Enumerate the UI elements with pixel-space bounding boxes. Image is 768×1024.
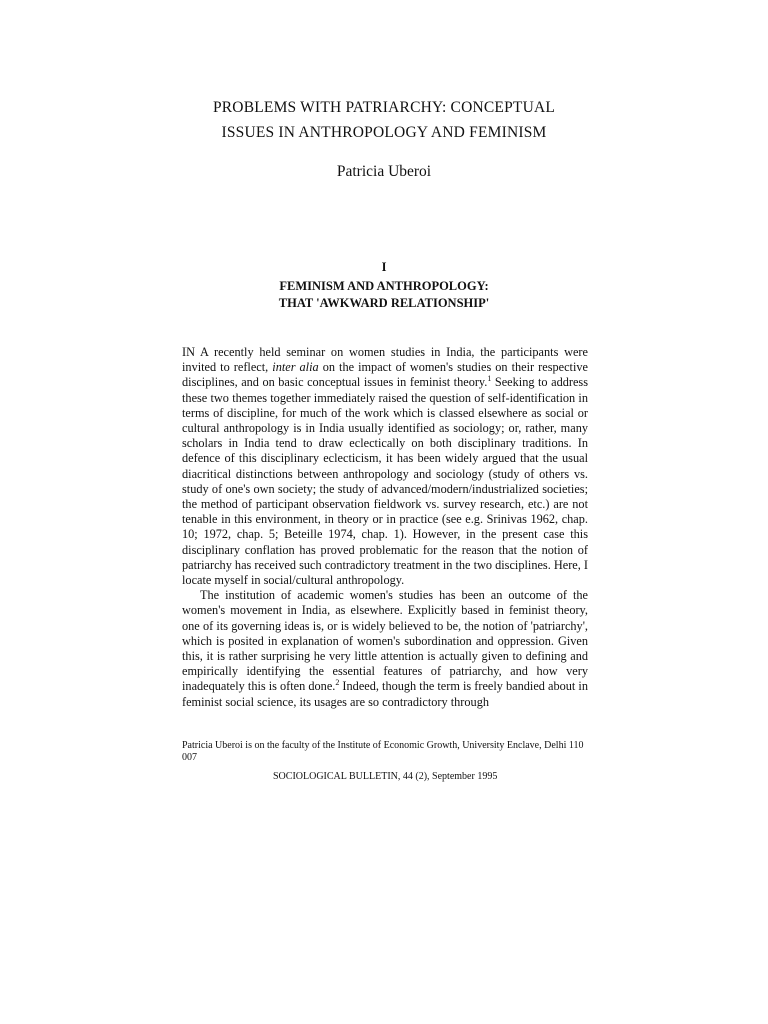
paragraph-2 [182, 588, 588, 710]
paragraph-1-italic: inter alia [272, 360, 319, 375]
paragraph-1-text-c: Seeking to address these two themes together immediately raised the question of self-identification in terms of discipline, for much of the work which is classed elsewhere as social or cultural anthropology is in India usually identified as sociology; or, rather, many scholars in India tend to draw eclectically on both disciplinary traditions. In defence of this disciplinary eclecticism, it has been widely argued that the usual diacritical distinctions between anthropology and sociology (study of others vs. study of one's own society; the study of advanced/modern/industrialized societies; the method of participant observation fieldwork vs. survey research, etc.) are not tenable in this environment, in theory or in practice (see e.g. Srinivas 1962, chap. 10; 1972, chap. 5; Beteille 1974, chap. 1). However, in the present case this disciplinary conflation has proved problematic for the reason that the notion of patriarchy has received such contradictory treatment in the two disciplines. Here, I locate myself in social/cultural anthropology. [182, 375, 588, 588]
footnote-marker-1: 1 [487, 374, 492, 384]
paragraph-1-text-a: IN A recently held seminar on women studies in India, the participants were invited to reflect, [182, 345, 588, 375]
author-name: Patricia Uberoi [336, 163, 432, 180]
journal-citation: SOCIOLOGICAL BULLETIN, 44 (2), September 1995 [273, 771, 498, 782]
article-title-line-2: ISSUES IN ANTHROPOLOGY AND FEMINISM [221, 124, 547, 141]
article-title-line-1: PROBLEMS WITH PATRIARCHY: CONCEPTUAL [212, 99, 556, 116]
author-footnote: Patricia Uberoi is on the faculty of the Institute of Economic Growth, University Enclave, Delhi 110 007 [182, 740, 584, 763]
paragraph-2-text-b: Indeed, though the term is freely bandied about in feminist social science, its usages are so contradictory through [182, 679, 588, 709]
section-title-line-1: FEMINISM AND ANTHROPOLOGY: [279, 279, 489, 293]
section-title-line-2: THAT 'AWKWARD RELATIONSHIP' [278, 296, 490, 310]
paragraph-1 [182, 345, 588, 588]
body-text [182, 345, 588, 710]
section-number: I [381, 260, 387, 274]
footnote-marker-2: 2 [335, 678, 340, 688]
paragraph-1-text-b: on the impact of women's studies on their respective disciplines, and on basic conceptual issues in feminist theory. [182, 360, 588, 390]
paragraph-2-text-a: The institution of academic women's studies has been an outcome of the women's movement in India, as elsewhere. Explicitly based in feminist theory, one of its governing ideas is, or is widely believed to be, the notion of 'patriarchy', which is posited in explanation of women's subordination and oppression. Given this, it is rather surprising he very little attention is actually given to defining and empirically identifying the essential features of patriarchy, and how very inadequately this is often done. [182, 588, 588, 694]
